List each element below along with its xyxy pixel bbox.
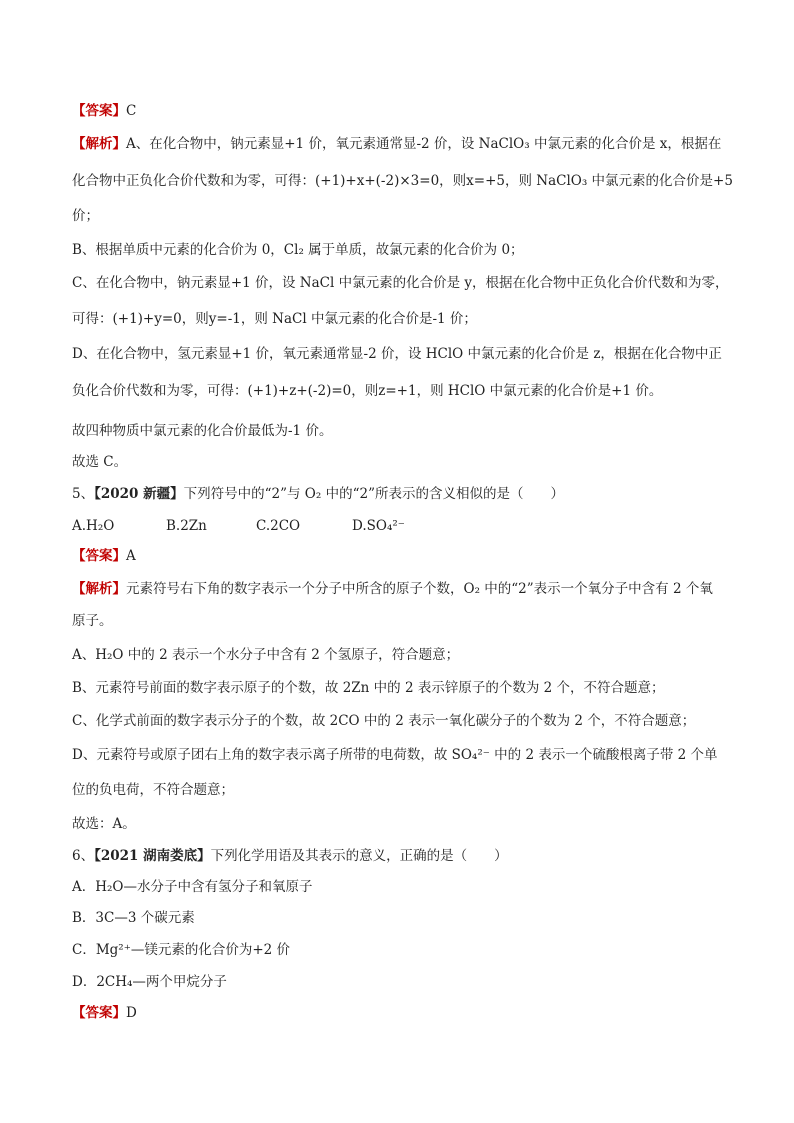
q5-options: [72, 516, 405, 536]
q5-analysis-line-6: D、元素符号或原子团右上角的数字表示离子所带的电荷数，故 SO₄²⁻ 中的 2 表示一个硫酸根离子带 2 个单: [72, 747, 718, 763]
q4-analysis-line-6: 可得：(+1)+y=0，则y=-1，则 NaCl 中氯元素的化合价是-1 价；: [72, 311, 477, 327]
question-text: 下列化学用语及其表示的意义，正确的是（ ）: [210, 848, 508, 864]
analysis-text: A、在化合物中，钠元素显+1 价，氧元素通常显-2 价，设 NaClO₃ 中氯元素的化合价是 x，根据在: [126, 136, 722, 152]
q5-analysis-line-8: 故选：A。: [72, 816, 136, 832]
question-source: 【2020 新疆】: [94, 486, 184, 502]
q4-analysis-line-3: 价；: [72, 208, 99, 224]
question-text: 下列符号中的“2”与 O₂ 中的“2”所表示的含义相似的是（ ）: [183, 486, 564, 502]
q4-answer-line: [72, 101, 136, 121]
q5-analysis-line-3: A、H₂O 中的 2 表示一个水分子中含有 2 个氢原子，符合题意；: [72, 647, 460, 663]
option-d: D.SO₄²⁻: [352, 518, 405, 534]
answer-value: A: [126, 548, 136, 564]
question-number: 5、: [72, 486, 95, 502]
answer-tag: 【答案】: [72, 103, 126, 119]
q6-answer-line: [72, 1003, 137, 1023]
q5-answer-line: [72, 546, 136, 566]
q4-analysis-line-2: 化合物中正负化合价代数和为零，可得：(+1)+x+(-2)×3=0，则x=+5，则 NaClO₃ 中氯元素的化合价是+5: [72, 173, 733, 189]
option-a: A.H₂O: [72, 518, 115, 534]
q5-analysis-line-5: C、化学式前面的数字表示分子的个数，故 2CO 中的 2 表示一氧化碳分子的个数为 2 个，不符合题意；: [72, 713, 696, 729]
q6-option-c: C．Mg²⁺—镁元素的化合价为+2 价: [72, 942, 291, 958]
q6-option-d: D．2CH₄—两个甲烷分子: [72, 974, 227, 990]
q6-option-a: A．H₂O—水分子中含有氢分子和氧原子: [72, 879, 313, 895]
q4-analysis-line-8: 负化合价代数和为零，可得：(+1)+z+(-2)=0，则z=+1，则 HClO 中氯元素的化合价是+1 价。: [72, 383, 663, 399]
option-c: C.2CO: [256, 518, 301, 534]
analysis-tag: 【解析】: [72, 581, 126, 597]
q4-analysis-line-9: 故四种物质中氯元素的化合价最低为-1 价。: [72, 423, 333, 439]
answer-tag: 【答案】: [72, 548, 126, 564]
option-b: B.2Zn: [166, 518, 207, 534]
q5-analysis-line-1: [72, 579, 713, 599]
q4-analysis-line-10: 故选 C。: [72, 454, 128, 470]
q5-analysis-line-7: 位的负电荷，不符合题意；: [72, 782, 234, 798]
answer-value: C: [126, 103, 137, 119]
analysis-tag: 【解析】: [72, 136, 126, 152]
q4-analysis-line-7: D、在化合物中，氢元素显+1 价，氧元素通常显-2 价，设 HClO 中氯元素的化合价是 z，根据在化合物中正: [72, 346, 722, 362]
question-source: 【2021 湖南娄底】: [94, 848, 211, 864]
answer-tag: 【答案】: [72, 1005, 126, 1021]
q5-analysis-line-4: B、元素符号前面的数字表示原子的个数，故 2Zn 中的 2 表示锌原子的个数为 2 个，不符合题意；: [72, 680, 665, 696]
analysis-text: 元素符号右下角的数字表示一个分子中所含的原子个数，O₂ 中的“2”表示一个氧分子中含有 2 个氧: [126, 581, 713, 597]
q4-analysis-line-4: B、根据单质中元素的化合价为 0，Cl₂ 属于单质，故氯元素的化合价为 0；: [72, 242, 524, 258]
question-number: 6、: [72, 848, 95, 864]
q4-analysis-line-1: [72, 134, 721, 154]
q5-stem: [72, 484, 564, 504]
q6-option-b: B．3C—3 个碳元素: [72, 910, 195, 926]
q4-analysis-line-5: C、在化合物中，钠元素显+1 价，设 NaCl 中氯元素的化合价是 y，根据在化合物中正负化合价代数和为零，: [72, 275, 729, 291]
q6-stem: [72, 846, 508, 866]
answer-value: D: [126, 1005, 137, 1021]
q5-analysis-line-2: 原子。: [72, 613, 113, 629]
